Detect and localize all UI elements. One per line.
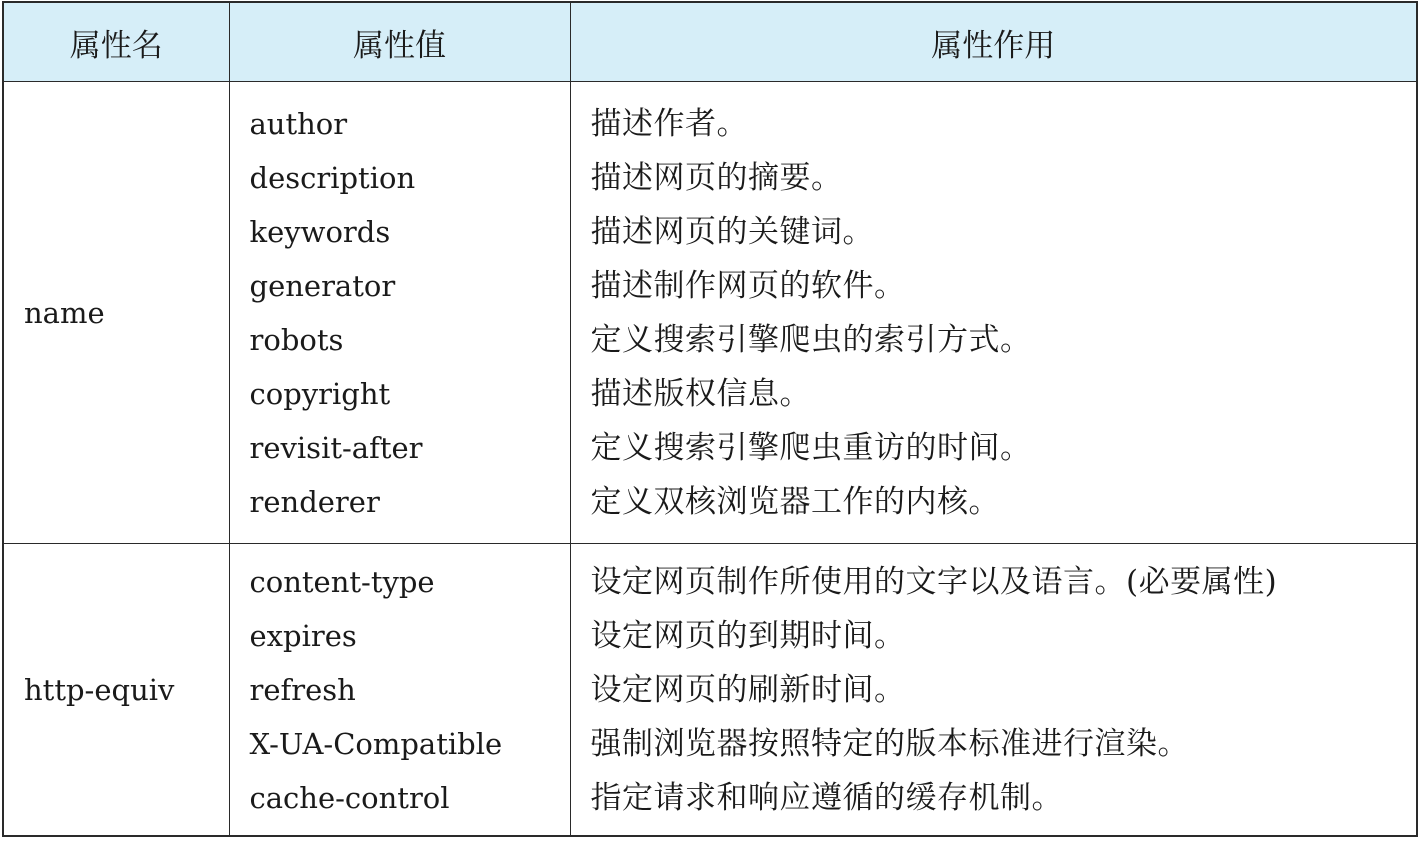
effect-item: 设定网页的刷新时间。 — [590, 671, 906, 708]
value-item: content-type — [249, 564, 435, 599]
attribute-name-cell: name — [4, 82, 229, 544]
effect-item: 定义双核浏览器工作的内核。 — [590, 483, 1000, 520]
value-item: description — [249, 160, 416, 195]
effect-item: 描述网页的关键词。 — [590, 213, 874, 250]
value-item: X-UA-Compatible — [249, 726, 503, 761]
attribute-values-cell — [229, 544, 570, 836]
attribute-values-cell — [229, 82, 570, 544]
effect-item: 描述作者。 — [590, 105, 748, 142]
attribute-effects-cell — [570, 82, 1416, 544]
effect-item: 描述网页的摘要。 — [590, 159, 843, 196]
header-row — [4, 3, 1416, 82]
group-row-name — [4, 82, 1416, 544]
value-list — [250, 555, 570, 825]
group-row-http-equiv — [4, 544, 1416, 836]
value-item: generator — [249, 268, 396, 303]
effect-item: 设定网页制作所使用的文字以及语言。(必要属性) — [590, 563, 1278, 600]
attribute-table — [4, 3, 1416, 835]
effect-list — [591, 97, 1417, 529]
effect-item: 定义搜索引擎爬虫重访的时间。 — [590, 429, 1032, 466]
value-item: renderer — [249, 484, 380, 519]
effect-item: 指定请求和响应遵循的缓存机制。 — [590, 779, 1063, 816]
header-attribute-value: 属性值 — [229, 3, 570, 82]
header-attribute-name: 属性名 — [4, 3, 229, 82]
attribute-effects-cell — [570, 544, 1416, 836]
header-attribute-effect: 属性作用 — [570, 3, 1416, 82]
value-item: expires — [249, 618, 357, 653]
effect-item: 描述版权信息。 — [590, 375, 811, 412]
effect-item: 描述制作网页的软件。 — [590, 267, 906, 304]
effect-item: 设定网页的到期时间。 — [590, 617, 906, 654]
meta-attribute-table — [2, 1, 1418, 837]
value-item: cache-control — [249, 780, 450, 815]
value-item: robots — [249, 322, 344, 357]
effect-item: 强制浏览器按照特定的版本标准进行渲染。 — [590, 725, 1189, 762]
value-item: copyright — [249, 376, 391, 411]
value-item: author — [249, 106, 348, 141]
value-item: keywords — [249, 214, 391, 249]
value-item: refresh — [249, 672, 356, 707]
effect-item: 定义搜索引擎爬虫的索引方式。 — [590, 321, 1032, 358]
value-list — [250, 97, 570, 529]
value-item: revisit-after — [249, 430, 423, 465]
effect-list — [591, 555, 1417, 825]
attribute-name-cell: http-equiv — [4, 544, 229, 836]
